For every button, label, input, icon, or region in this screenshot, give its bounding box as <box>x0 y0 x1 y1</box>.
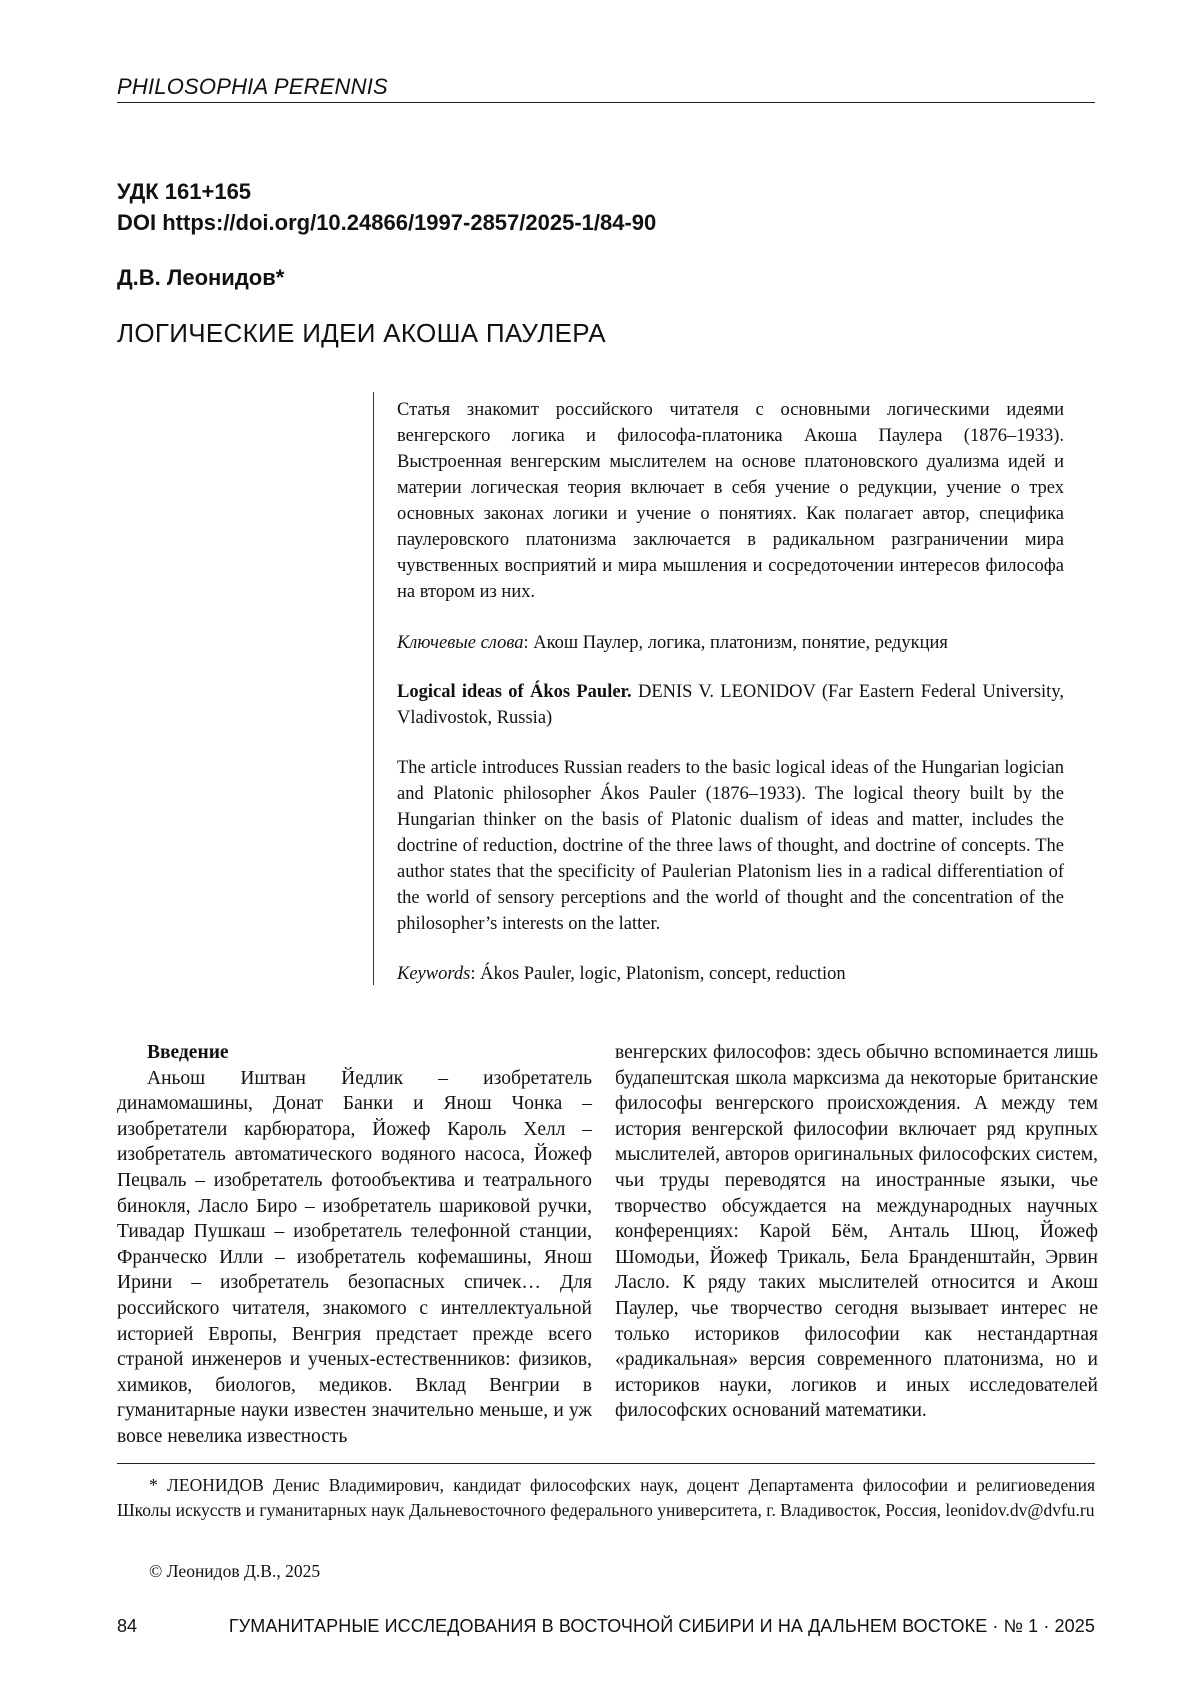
journal-name: ГУМАНИТАРНЫЕ ИССЛЕДОВАНИЯ В ВОСТОЧНОЙ СИБИРИ И НА ДАЛЬНЕМ ВОСТОКЕ · № 1 · 2025 <box>228 1616 1095 1636</box>
section-heading-introduction: Введение <box>147 1042 229 1063</box>
body-left-text: Аньош Иштван Йедлик – изобретатель динамомашины, Донат Банки и Янош Чонка – изобретатели карбюратора, Йожеф Кароль Хелл – изобретатель автоматического водяного насоса, Йожеф Пецваль – изобретатель фотообъектива и театрального бинокля, Ласло Биро – изобретатель шариковой ручки, Тивадар Пушкаш – изобретатель телефонной станции, Франческо Илли – изобретатель кофемашины, Янош Ирини – изобретатель безопасных спичек… Для российского читателя, знакомого с интеллектуальной историей Европы, Венгрия предстает прежде всего страной инженеров и ученых-естественников: физиков, химиков, биологов, медиков. Вклад Венгрии в гуманитарные науки известен значительно меньше, и уж вовсе невелика известность <box>117 1067 592 1447</box>
keywords-en <box>397 961 1064 987</box>
keywords-en-label: Keywords <box>397 964 471 984</box>
keywords-ru-label: Ключевые слова <box>397 633 524 653</box>
footnote-divider <box>117 1463 1095 1464</box>
abstract-ru: Статья знакомит российского читателя с основными логическими идеями венгерского логика и философа-платоника Акоша Паулера (1876–1933). Выстроенная венгерским мыслителем на основе платоновского дуализма идей и материи логическая теория включает в себя учение о редукции, учение о трех основных законах логики и учение о понятиях. Как полагает автор, специфика паулеровского платонизма заключается в радикальном разграничении мира чувственных восприятий и мира мышления и сосредоточении интересов философа на втором из них. <box>397 400 1064 602</box>
body-column-right: венгерских философов: здесь обычно вспоминается лишь будапештская школа марксизма да некоторые британские философы венгерского происхождения. А между тем история венгерской философии включает ряд крупных мыслителей, авторов оригинальных философских систем, чьи труды переводятся на иностранные языки, чье творчество обсуждается на международных научных конференциях: Карой Бём, Анталь Шюц, Йожеф Шомодьи, Йожеф Трикаль, Бела Бранденштайн, Эрвин Ласло. К ряду таких мыслителей относится и Акош Паулер, чье творчество сегодня вызывает интерес не только историков философии как нестандартная «радикальная» версия современного платонизма, но и историков науки, логиков и иных исследователей философских оснований математики. <box>615 1042 1098 1422</box>
keywords-ru-list: : Акош Паулер, логика, платонизм, понятие, редукция <box>523 633 948 653</box>
running-head: PHILOSOPHIA PERENNIS <box>117 74 1095 103</box>
abstract-block <box>373 392 1064 985</box>
english-title-line <box>397 679 1064 731</box>
author-footnote <box>117 1473 1095 1523</box>
keywords-en-list: : Ákos Pauler, logic, Platonism, concept, reduction <box>470 964 846 984</box>
english-title: Logical ideas of Ákos Pauler. <box>397 682 632 702</box>
abstract-en: The article introduces Russian readers to the basic logical ideas of the Hungarian logician and Platonic philosopher Ákos Pauler (1876–1933). The logical theory built by the Hungarian thinker on the basis of Platonic dualism of ideas and matter, includes the doctrine of reduction, doctrine of the three laws of thought, and doctrine of concepts. The author states that the specificity of Paulerian Platonism lies in a radical differentiation of the world of sensory perceptions and the world of thought and the concentration of the philosopher’s interests on the latter. <box>397 758 1064 934</box>
doi-link[interactable]: DOI https://doi.org/10.24866/1997-2857/2025-1/84-90 <box>117 210 657 235</box>
copyright-notice: © Леонидов Д.В., 2025 <box>149 1561 321 1581</box>
english-author-affiliation: DENIS V. LEONIDOV (Far Eastern Federal University, Vladivostok, Russia) <box>397 682 1064 728</box>
author-name: Д.В. Леонидов* <box>117 265 285 290</box>
author-footnote-text: * ЛЕОНИДОВ Денис Владимирович, кандидат философских наук, доцент Департамента философии и религиоведения Школы искусств и гуманитарных наук Дальневосточного федерального университета, г. Владивосток, Россия, leonidov.dv@dvfu.ru <box>117 1475 1095 1520</box>
article-title: ЛОГИЧЕСКИЕ ИДЕИ АКОША ПАУЛЕРА <box>117 318 606 348</box>
udk-code: УДК 161+165 <box>117 179 252 204</box>
body-column-left <box>117 1040 592 1450</box>
page-number: 84 <box>117 1616 138 1636</box>
keywords-ru <box>397 630 1064 656</box>
